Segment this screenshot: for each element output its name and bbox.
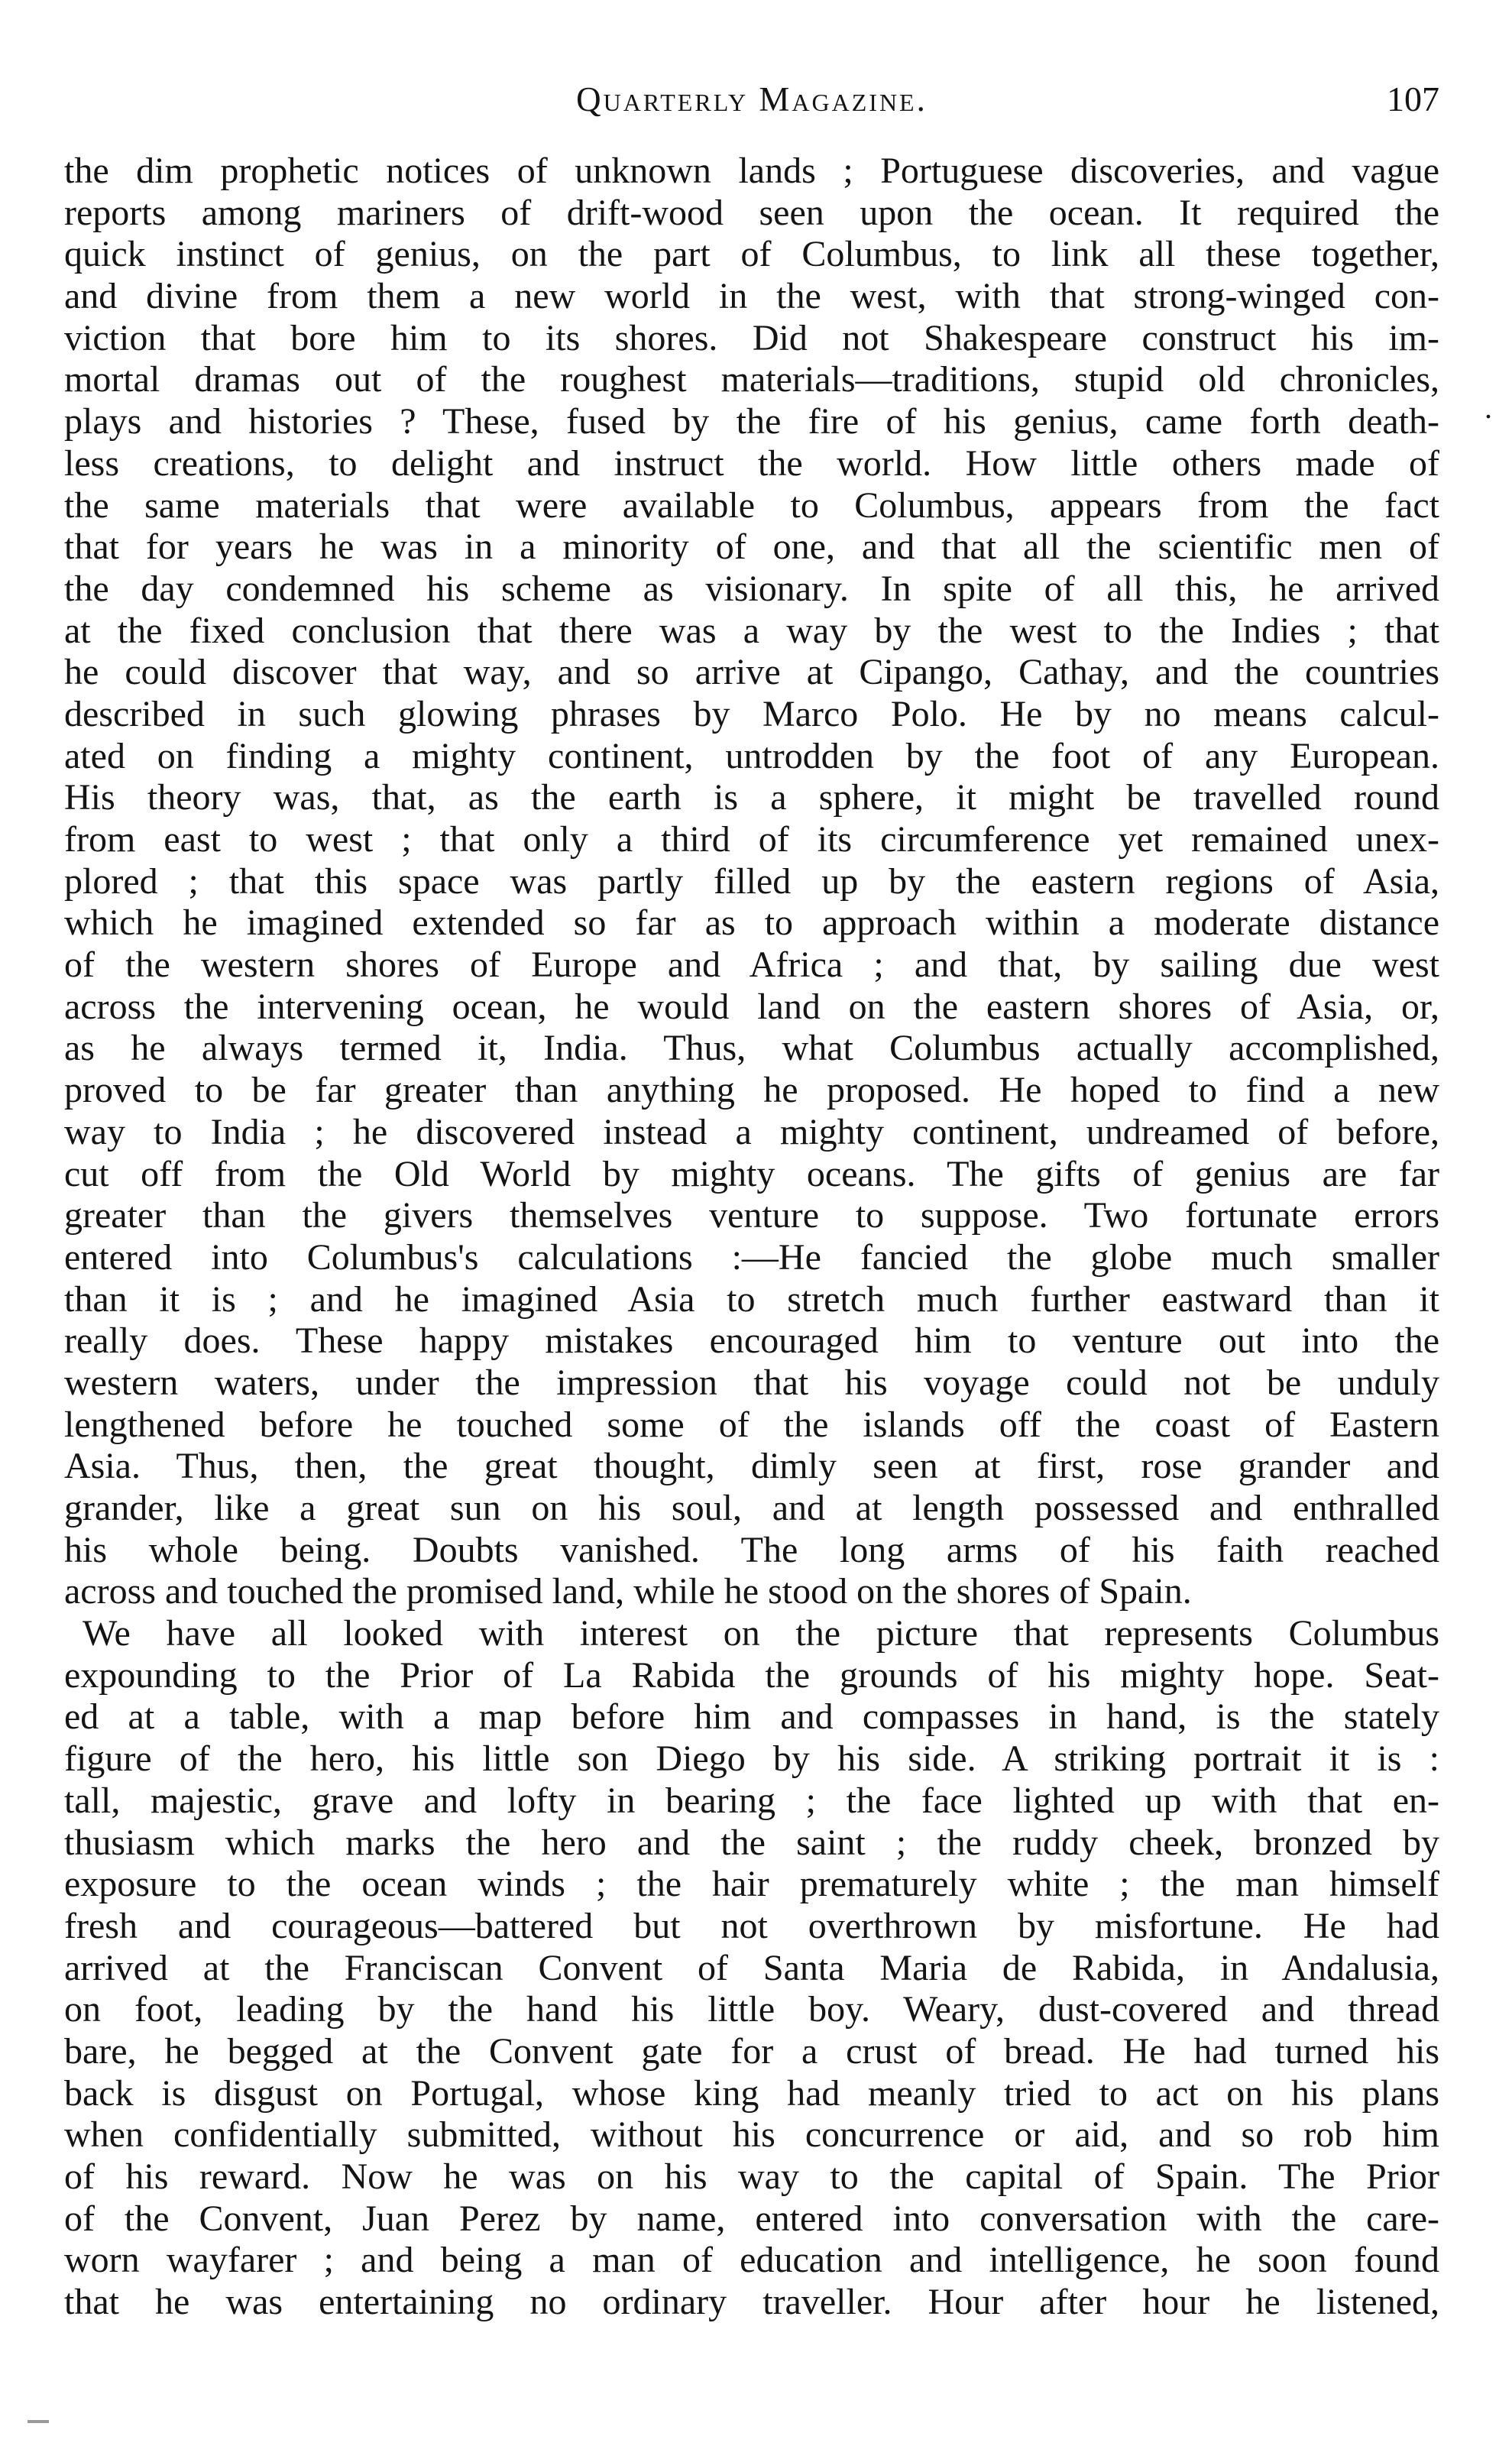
text-line: expounding to the Prior of La Rabida the grounds of his mighty hope. Seat- bbox=[64, 1654, 1439, 1696]
text-line: way to India ; he discovered instead a mighty continent, undreamed of before, bbox=[64, 1111, 1439, 1152]
text-line: mortal dramas out of the roughest materials—traditions, stupid old chronicles, bbox=[64, 359, 1439, 400]
text-line: exposure to the ocean winds ; the hair prematurely white ; the man himself bbox=[64, 1864, 1439, 1905]
text-line: across the intervening ocean, he would land on the eastern shores of Asia, or, bbox=[64, 986, 1439, 1027]
text-line: the same materials that were available to Columbus, appears from the fact bbox=[64, 484, 1439, 526]
text-line: ed at a table, with a map before him and compasses in hand, is the stately bbox=[64, 1696, 1439, 1738]
text-line: at the fixed conclusion that there was a way by the west to the Indies ; that bbox=[64, 610, 1439, 651]
body-text bbox=[64, 151, 1439, 2324]
text-line: worn wayfarer ; and being a man of education and intelligence, he soon found bbox=[64, 2240, 1439, 2281]
text-line: proved to be far greater than anything he proposed. He hoped to find a new bbox=[64, 1070, 1439, 1111]
text-line: fresh and courageous—battered but not overthrown by misfortune. He had bbox=[64, 1905, 1439, 1946]
text-line: and divine from them a new world in the west, with that strong-winged con- bbox=[64, 276, 1439, 317]
text-line: really does. These happy mistakes encouraged him to venture out into the bbox=[64, 1320, 1439, 1362]
text-line: from east to west ; that only a third of its circumference yet remained unex- bbox=[64, 819, 1439, 860]
text-line: entered into Columbus's calculations :—He fancied the globe much smaller bbox=[64, 1236, 1439, 1278]
paragraph-start-line: We have all looked with interest on the picture that represents Columbus bbox=[83, 1613, 1439, 1654]
text-line: thusiasm which marks the hero and the saint ; the ruddy cheek, bronzed by bbox=[64, 1822, 1439, 1863]
text-line: the dim prophetic notices of unknown lands ; Portuguese discoveries, and vague bbox=[64, 151, 1439, 191]
paragraph-end-line: across and touched the promised land, while he stood on the shores of Spain. bbox=[64, 1571, 1192, 1612]
text-line: which he imagined extended so far as to approach within a moderate distance bbox=[64, 902, 1439, 944]
text-line: reports among mariners of drift-wood seen upon the ocean. It required the bbox=[64, 192, 1439, 233]
text-line: cut off from the Old World by mighty oceans. The gifts of genius are far bbox=[64, 1153, 1439, 1194]
text-line: bare, he begged at the Convent gate for a crust of bread. He had turned his bbox=[64, 2030, 1439, 2072]
text-line: of the Convent, Juan Perez by name, entered into conversation with the care- bbox=[64, 2198, 1439, 2239]
text-line: ated on finding a mighty continent, untrodden by the foot of any European. bbox=[64, 735, 1439, 776]
margin-speck: . bbox=[1484, 390, 1492, 425]
text-line: his whole being. Doubts vanished. The long arms of his faith reached bbox=[64, 1529, 1439, 1570]
text-line: Asia. Thus, then, the great thought, dimly seen at first, rose grander and bbox=[64, 1446, 1439, 1487]
scan-corner-mark bbox=[28, 2420, 49, 2423]
text-line: on foot, leading by the hand his little boy. Weary, dust-covered and thread bbox=[64, 1989, 1439, 2030]
page-number: 107 bbox=[1387, 79, 1439, 118]
text-line: than it is ; and he imagined Asia to stretch much further eastward than it bbox=[64, 1278, 1439, 1320]
text-line: the day condemned his scheme as visionary. In spite of all this, he arrived bbox=[64, 568, 1439, 609]
text-line: of the western shores of Europe and Africa ; and that, by sailing due west bbox=[64, 944, 1439, 986]
text-line: when confidentially submitted, without his concurrence or aid, and so rob him bbox=[64, 2114, 1439, 2156]
text-line: quick instinct of genius, on the part of Columbus, to link all these together, bbox=[64, 234, 1439, 275]
text-line: His theory was, that, as the earth is a sphere, it might be travelled round bbox=[64, 777, 1439, 818]
running-head bbox=[64, 69, 1439, 130]
text-line: back is disgust on Portugal, whose king had meanly tried to act on his plans bbox=[64, 2072, 1439, 2114]
text-line: figure of the hero, his little son Diego by his side. A striking portrait it is : bbox=[64, 1738, 1439, 1780]
text-line: as he always termed it, India. Thus, what Columbus actually accomplished, bbox=[64, 1028, 1439, 1069]
text-line: viction that bore him to its shores. Did not Shakespeare construct his im- bbox=[64, 317, 1439, 358]
text-line: he could discover that way, and so arrive at Cipango, Cathay, and the countries bbox=[64, 652, 1439, 693]
text-line: described in such glowing phrases by Marco Polo. He by no means calcul- bbox=[64, 693, 1439, 734]
text-line: less creations, to delight and instruct the world. How little others made of bbox=[64, 442, 1439, 484]
text-line: that he was entertaining no ordinary traveller. Hour after hour he listened, bbox=[64, 2282, 1439, 2323]
text-line: tall, majestic, grave and lofty in bearing ; the face lighted up with that en- bbox=[64, 1780, 1439, 1821]
running-title: Quarterly Magazine. bbox=[576, 80, 928, 118]
text-line: western waters, under the impression that his voyage could not be unduly bbox=[64, 1362, 1439, 1403]
text-line: grander, like a great sun on his soul, and at length possessed and enthralled bbox=[64, 1488, 1439, 1528]
text-line: plays and histories ? These, fused by the fire of his genius, came forth death- bbox=[64, 401, 1439, 442]
text-line: of his reward. Now he was on his way to the capital of Spain. The Prior bbox=[64, 2156, 1439, 2197]
text-line: greater than the givers themselves venture to suppose. Two fortunate errors bbox=[64, 1195, 1439, 1236]
text-line: plored ; that this space was partly filled up by the eastern regions of Asia, bbox=[64, 860, 1439, 902]
text-line: arrived at the Franciscan Convent of Santa Maria de Rabida, in Andalusia, bbox=[64, 1947, 1439, 1988]
text-line: that for years he was in a minority of one, and that all the scientific men of bbox=[64, 526, 1439, 568]
text-line: lengthened before he touched some of the islands off the coast of Eastern bbox=[64, 1404, 1439, 1445]
